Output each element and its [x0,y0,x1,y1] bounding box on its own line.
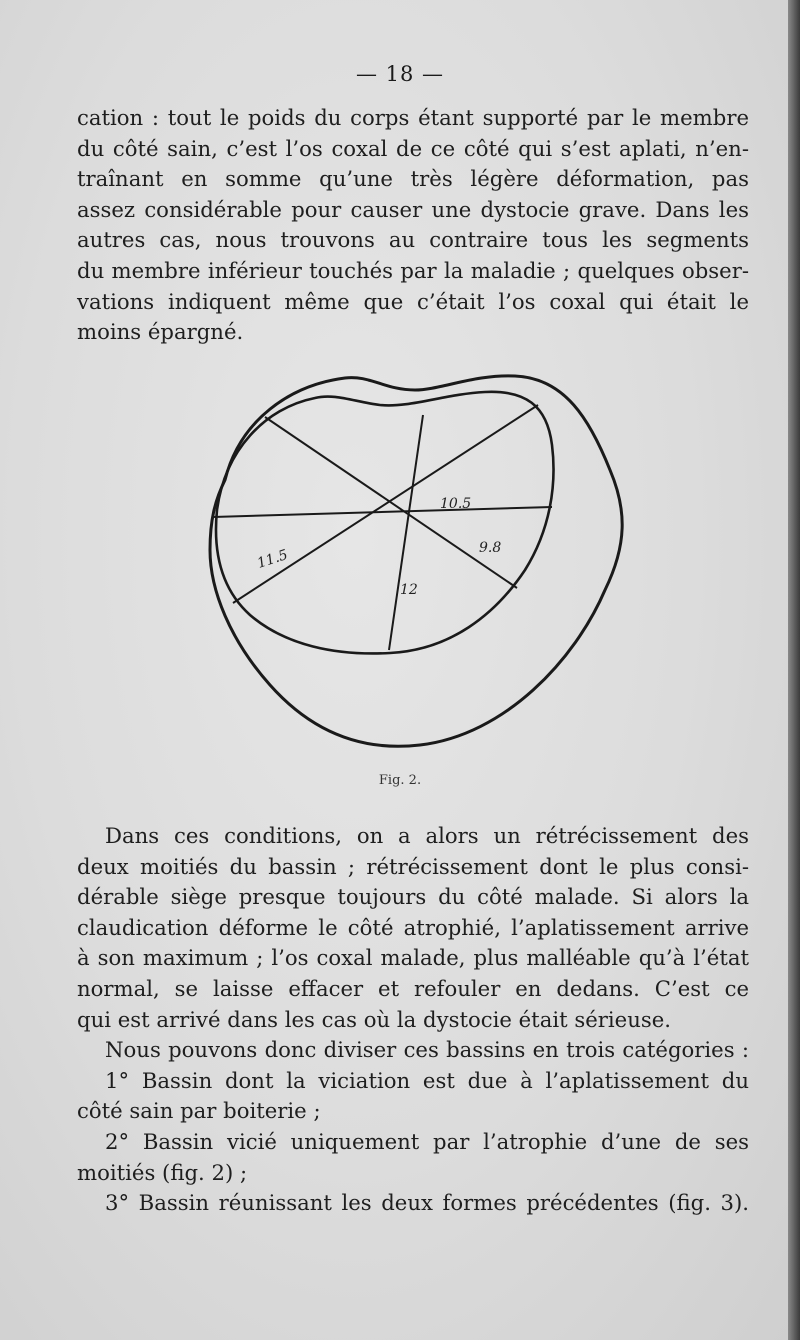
text-line: claudication déforme le côté atrophié, l’aplatissement arrive [77,914,749,940]
paragraph-bottom [77,821,749,1219]
text-line: moitiés (fig. 2) ; [77,1159,248,1185]
list-item-3: 3° Bassin réunissant les deux formes précédentes (fig. 3). [105,1190,749,1216]
page-edge-shadow [788,0,800,1340]
list-item-2: 2° Bassin vicié uniquement par l’atrophie d’une de ses [105,1128,749,1154]
label-12: 12 [400,582,418,598]
diameter-line-12 [389,415,423,650]
text-line: qui est arrivé dans les cas où la dystocie était sérieuse. [77,1006,671,1032]
text-line: moins épargné. [77,319,244,345]
text-line: cation : tout le poids du corps étant supporté par le membre [77,105,749,130]
inner-contour [216,392,554,654]
text-line: vations indiquent même que c’était l’os coxal qui était le [77,288,749,314]
text-line: du côté sain, c’est l’os coxal de ce côté qui s’est aplati, n’en- [77,135,749,161]
diameter-line-10-5 [213,507,552,517]
figure-caption: Fig. 2. [378,773,422,788]
text-line: Nous pouvons donc diviser ces bassins en trois catégories : [105,1037,749,1063]
text-line: Dans ces conditions, on a alors un rétrécissement des [105,823,749,848]
page-number: — 18 — [355,62,445,86]
text-line: à son maximum ; l’os coxal malade, plus malléable qu’à l’état [77,945,749,971]
text-line: côté sain par boiterie ; [77,1098,321,1124]
label-11-5: 11.5 [255,546,290,572]
text-line: traînant en somme qu’une très légère déformation, pas [77,166,749,192]
label-10-5: 10.5 [440,496,472,512]
text-line: autres cas, nous trouvons au contraire tous les segments [77,227,749,253]
label-9-8: 9.8 [479,540,502,556]
pelvis-diagram [195,360,635,760]
text-line: deux moitiés du bassin ; rétrécissement dont le plus consi- [77,853,749,879]
pelvis-diagram-svg [195,360,635,760]
text-line: normal, se laisse effacer et refouler en dedans. C’est ce [77,975,749,1001]
text-line: assez considérable pour causer une dystocie grave. Dans les [77,196,749,222]
list-item-1: 1° Bassin dont la viciation est due à l’aplatissement du [105,1067,749,1093]
diameter-line-11-5 [233,405,538,603]
paragraph-top [77,103,749,348]
text-line: du membre inférieur touchés par la maladie ; quelques obser- [77,257,749,283]
text-line: dérable siège presque toujours du côté malade. Si alors la [77,884,749,910]
